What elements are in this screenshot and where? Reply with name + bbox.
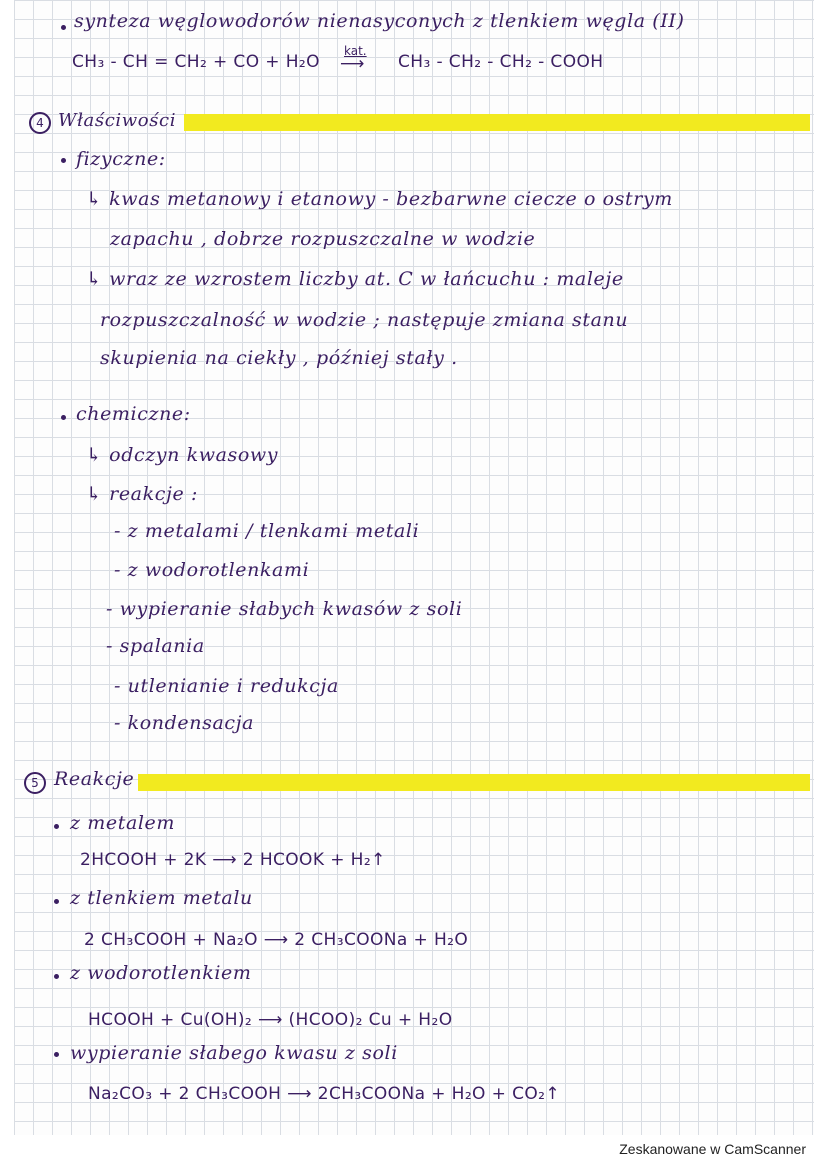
- reaction-group-label: z wodorotlenkiem: [70, 962, 252, 984]
- reaction-type-item: - spalania: [106, 635, 205, 657]
- scanned-notebook-page: [14, 0, 814, 1135]
- camscanner-watermark: Zeskanowane w CamScanner: [619, 1141, 806, 1157]
- physical-label: fizyczne:: [76, 148, 166, 170]
- bullet-reaction-group: [54, 824, 59, 829]
- bullet-physical: [61, 158, 66, 163]
- section4-heading: Właściwości: [58, 110, 177, 131]
- bullet-chemical: [61, 415, 66, 420]
- physical-item: ↳ wraz ze wzrostem liczby at. C w łańcuchu : maleje: [86, 268, 624, 290]
- chemical-label: chemiczne:: [76, 403, 191, 425]
- reaction-group-label: z tlenkiem metalu: [70, 887, 253, 909]
- synthesis-formula-left: CH₃ - CH = CH₂ + CO + H₂O: [72, 52, 320, 72]
- chemical-item: ↳ odczyn kwasowy: [86, 444, 279, 466]
- reaction-type-item: - kondensacja: [114, 712, 255, 734]
- reaction-equation: 2 CH₃COOH + Na₂O ⟶ 2 CH₃COONa + H₂O: [84, 930, 469, 950]
- physical-item: ↳ kwas metanowy i etanowy - bezbarwne ciecze o ostrym: [86, 188, 673, 210]
- physical-item: rozpuszczalność w wodzie ; następuje zmiana stanu: [100, 309, 629, 331]
- reaction-type-item: - utlenianie i redukcja: [114, 675, 339, 697]
- physical-item: zapachu , dobrze rozpuszczalne w wodzie: [110, 228, 536, 250]
- bullet-reaction-group: [54, 974, 59, 979]
- reaction-group-label: z metalem: [70, 812, 176, 834]
- reaction-type-item: - wypieranie słabych kwasów z soli: [106, 598, 463, 620]
- bullet-reaction-group: [54, 899, 59, 904]
- bullet-synthesis: [61, 25, 66, 30]
- synthesis-catalyst: kat.: [344, 44, 367, 58]
- reaction-type-item: - z wodorotlenkami: [114, 559, 310, 581]
- reaction-equation: 2HCOOH + 2K ⟶ 2 HCOOK + H₂↑: [80, 850, 386, 870]
- reaction-equation: Na₂CO₃ + 2 CH₃COOH ⟶ 2CH₃COONa + H₂O + CO₂↑: [88, 1084, 560, 1104]
- section5-heading: Reakcje: [54, 768, 135, 790]
- section4-highlight-bar: [184, 114, 810, 131]
- chemical-item: ↳ reakcje :: [86, 483, 198, 505]
- synthesis-line: synteza węglowodorów nienasyconych z tlenkiem węgla (II): [74, 10, 685, 32]
- bullet-reaction-group: [54, 1052, 59, 1057]
- synthesis-formula-right: CH₃ - CH₂ - CH₂ - COOH: [398, 52, 604, 72]
- reaction-group-label: wypieranie słabego kwasu z soli: [70, 1042, 398, 1064]
- section4-number: 4: [29, 112, 51, 134]
- section5-number: 5: [24, 772, 46, 794]
- section5-highlight-bar: [138, 774, 810, 791]
- reaction-equation: HCOOH + Cu(OH)₂ ⟶ (HCOO)₂ Cu + H₂O: [88, 1010, 453, 1030]
- reaction-type-item: - z metalami / tlenkami metali: [114, 520, 420, 542]
- physical-item: skupienia na ciekły , później stały .: [100, 347, 458, 369]
- synthesis-arrow: ⟶: [340, 54, 365, 74]
